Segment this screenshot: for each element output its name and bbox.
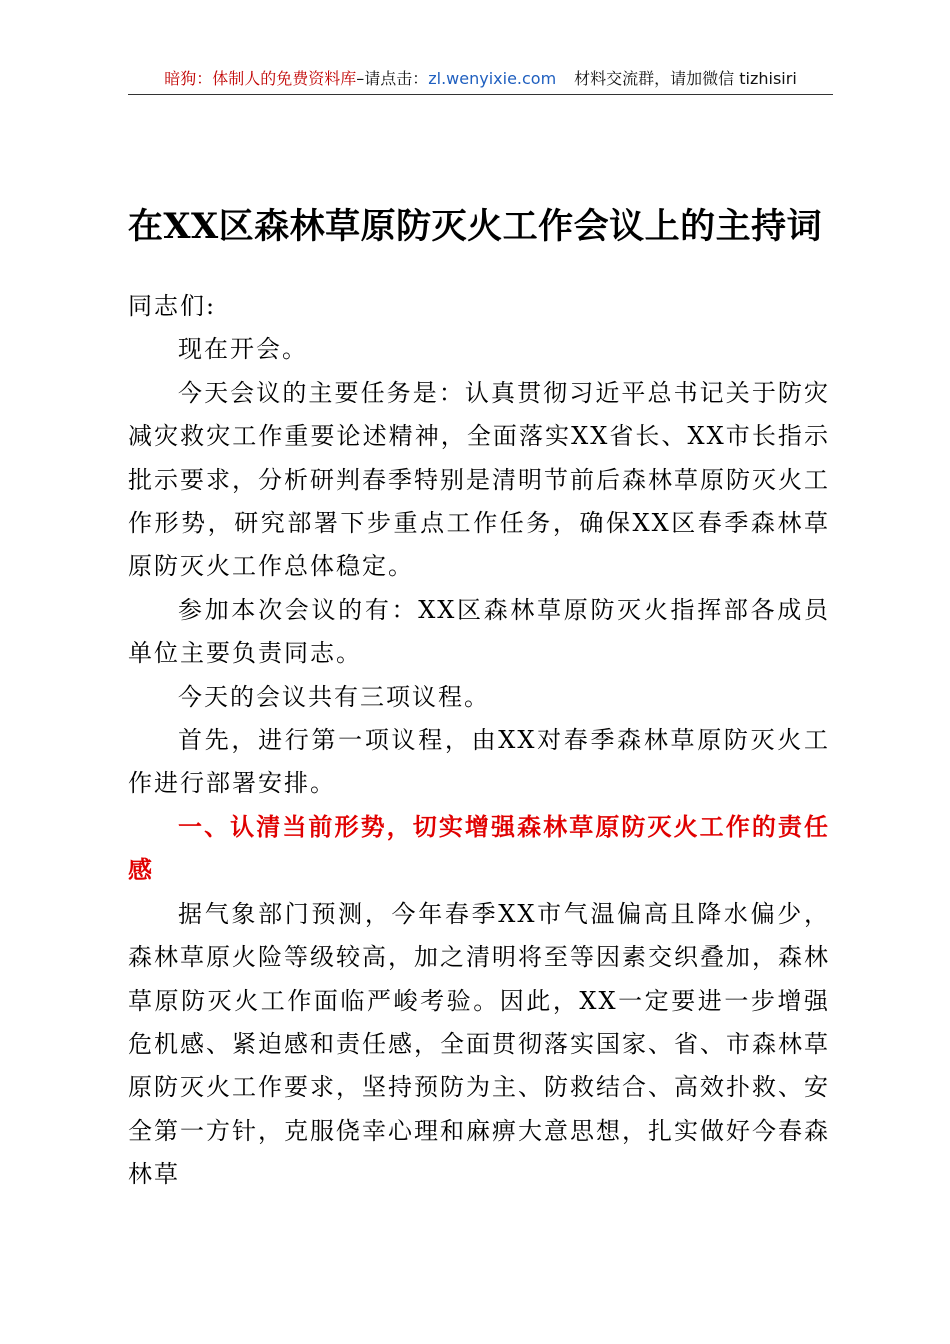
header-wechat-note: 材料交流群，请加微信 tizhisiri [574, 69, 797, 88]
body-paragraph: 今天会议的主要任务是：认真贯彻习近平总书记关于防灾减灾救灾工作重要论述精神，全面落实XX省长、XX市长指示批示要求，分析研判春季特别是清明节前后森林草原防灭火工作形势，研究部署下步重点工作任务，确保XX区春季森林草原防灭火工作总体稳定。 [128, 378, 830, 581]
body-paragraph: 现在开会。 [178, 335, 308, 364]
document-body [128, 285, 830, 1197]
body-paragraph: 今天的会议共有三项议程。 [178, 682, 490, 711]
header-click-prompt: –请点击： [356, 69, 429, 88]
section-paragraph: 据气象部门预测，今年春季XX市气温偏高且降水偏少，森林草原火险等级较高，加之清明将至等因素交织叠加，森林草原防灭火工作面临严峻考验。因此，XX一定要进一步增强危机感、紧迫感和责任感，全面贯彻落实国家、省、市森林草原防灭火工作要求，坚持预防为主、防救结合、高效扑救、安全第一方针，克服侥幸心理和麻痹大意思想，扎实做好今春森林草 [128, 899, 830, 1189]
salutation: 同志们: [128, 292, 217, 320]
section-heading: 一、认清当前形势，切实增强森林草原防灭火工作的责任感 [128, 812, 830, 885]
body-paragraph: 参加本次会议的有：XX区森林草原防灭火指挥部各成员单位主要负责同志。 [128, 595, 830, 668]
header-divider [128, 94, 833, 95]
document-title: 在XX区森林草原防灭火工作会议上的主持词 [127, 206, 823, 247]
body-paragraph: 首先，进行第一项议程，由XX对春季森林草原防灭火工作进行部署安排。 [128, 726, 830, 798]
header-site-name: 暗狗：体制人的免费资料库 [164, 69, 357, 88]
page-header [128, 68, 833, 94]
header-url-link[interactable]: zl.wenyixie.com [428, 69, 557, 88]
